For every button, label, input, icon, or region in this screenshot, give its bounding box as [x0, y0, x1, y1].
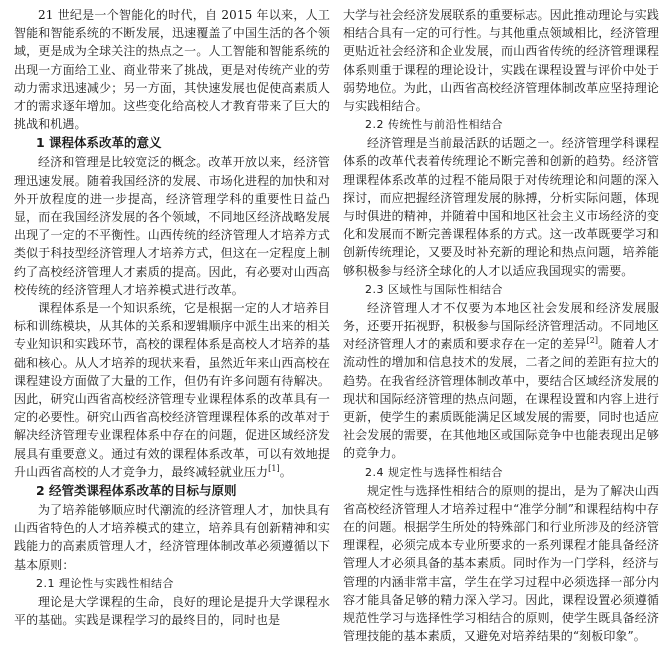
paragraph-principles: 为了培养能够顺应时代潮流的经济管理人才，加快具有山西省特色的人才培养模式的建立，培养具有创新精神和实践能力的高素质管理人才，经济管理体制改革必须遵循以下基本原则：	[14, 503, 330, 572]
subsection-heading-2-2: 2.2 传统性与前沿性相结合	[365, 118, 503, 132]
paragraph-text: 经济管理人才不仅要为本地区社会发展和经济发展服务，还要开拓视野，积极参与国际经济管理活动。不同地区对经济管理人才的素质和要求存在一定的差异	[343, 300, 659, 352]
paragraph-text-rest: 。随着人才流动性的增加和信息技术的发展，二者之间的差距有拉大的趋势。在我省经济管理体制改革中，要结合区域经济发展的现状和国际经济管理的热点问题，在课程设置和内容上进行更新，使学生的素质既能满足区域发展的需要，同时也适应社会发展的需要，在其他地区或国际竞争中也能表现出足够的竞争力。	[343, 337, 659, 461]
subsection-heading-2-4: 2.4 规定性与选择性相结合	[365, 465, 503, 479]
citation-ref-2: [2]	[586, 336, 599, 346]
paragraph-prescriptive-elective: 规定性与选择性相结合的原则的提出，是为了解决山西省高校经济管理人才培养过程中“准学分制”和课程结构中存在的问题。根据学生所处的特殊部门和行业所涉及的经济管理课程，必须完成本专业所要求的一系列课程才能具备经济管理人才必须具备的基本素质。同时作为一门学科，经济与管理的内涵非常丰富，学生在学习过程中必须选择一部分内容才能具备足够的精力深入学习。因此，课程设置必须遵循规范性学习与选择性学习相结合的原则，使学生既具备经济管理技能的基本素质，又避免对培养结果的“刻板印象”。	[343, 483, 659, 644]
paragraph-text: 课程体系是一个知识系统，它是根据一定的人才培养目标和训练模块，从其体的关系和逻辑顺序中派生出来的相关专业知识和实践环节，高校的课程体系是高校人才培养的基础和核心。从人才培养的现状来看，虽然近年来山西高校在课程建设方面做了大量的工作，但仍有许多问题有待解决。因此，研究山西省高校经济管理专业课程体系的改革具有一定的必要性。研究山西省高校经济管理课程体系的改革对于解决经济管理专业课程体系中存在的问题，促进区域经济发展具有重要意义。通过有效的课程体系改革，可以有效地提升山西省高校的人才竞争力，最终减轻就业压力	[14, 301, 330, 479]
paragraph-regional-international	[343, 299, 659, 463]
left-column	[14, 6, 330, 629]
paragraph-significance-1: 经济和管理是比较宽泛的概念。改革开放以来，经济管理迅速发展。随着我国经济的发展、市场化进程的加快和对外开放程度的进一步提高，经济管理学科的重要性日益凸显，而在我国经济发展的各个领域，不同地区经济战略发展出现了一定的不平衡性。山西传统的经济管理人才培养方式类似于科技型经济管理人才培养方式，但这在一定程度上制约了高校经济管理人才素质的提高。因此，有必要对山西高校传统的经济管理人才培养模式进行改革。	[14, 155, 330, 297]
paragraph-significance-2	[14, 299, 330, 481]
paragraph-theory-practice: 理论是大学课程的生命，良好的理论是提升大学课程水平的基础。实践是课程学习的最终目的，同时也是	[14, 594, 330, 628]
subsection-heading-2-1: 2.1 理论性与实践性相结合	[36, 576, 174, 590]
section-heading-1: 1 课程体系改革的意义	[36, 135, 162, 151]
section-heading-2: 2 经管类课程体系改革的目标与原则	[36, 483, 237, 499]
subsection-heading-2-3: 2.3 区域性与国际性相结合	[365, 282, 503, 296]
intro-paragraph: 21 世纪是一个智能化的时代，自 2015 年以来，人工智能和智能系统的不断发展，迅速覆盖了中国生活的各个领域，更是成为全球关注的热点之一。人工智能和智能系统的出现一方面给工业、商业带来了挑战，更是对传统产业的劳动力需求迅速减少；另一方面，其快速发展也促使高素质人才的需求逐年增加。这些变化给高校人才教育带来了巨大的挑战和机遇。	[14, 8, 330, 132]
paragraph-text-end: 。	[279, 464, 292, 479]
paragraph-theory-practice-cont: 大学与社会经济发展联系的重要标志。因此推动理论与实践相结合具有一定的可行性。与其他重点领域相比，经济管理更贴近社会经济和企业发展，而山西省传统的经济管理课程体系则重于课程的理论设计，实践在课程设置与评价中处于弱势地位。为此，山西省高校经济管理体制改革应坚持理论与实践相结合。	[343, 8, 659, 114]
right-column	[343, 6, 659, 646]
paragraph-tradition-frontier: 经济管理是当前最活跃的话题之一。经济管理学科课程体系的改革代表着传统理论不断完善和创新的趋势。经济管理课程体系改革的过程不能局限于对传统理论和问题的深入探讨，而应把握经济管理发展的脉搏，分析实际问题，体现与时俱进的精神，并随着中国和地区社会主义市场经济的变化和发展而不断完善课程体系的方式。这一改革既要学习和创新传统理论，又要及时补充新的理论和热点问题，培养能够积极参与经济全球化的人才以适应我国现实的需要。	[343, 136, 659, 278]
citation-ref-1: [1]	[268, 463, 280, 473]
